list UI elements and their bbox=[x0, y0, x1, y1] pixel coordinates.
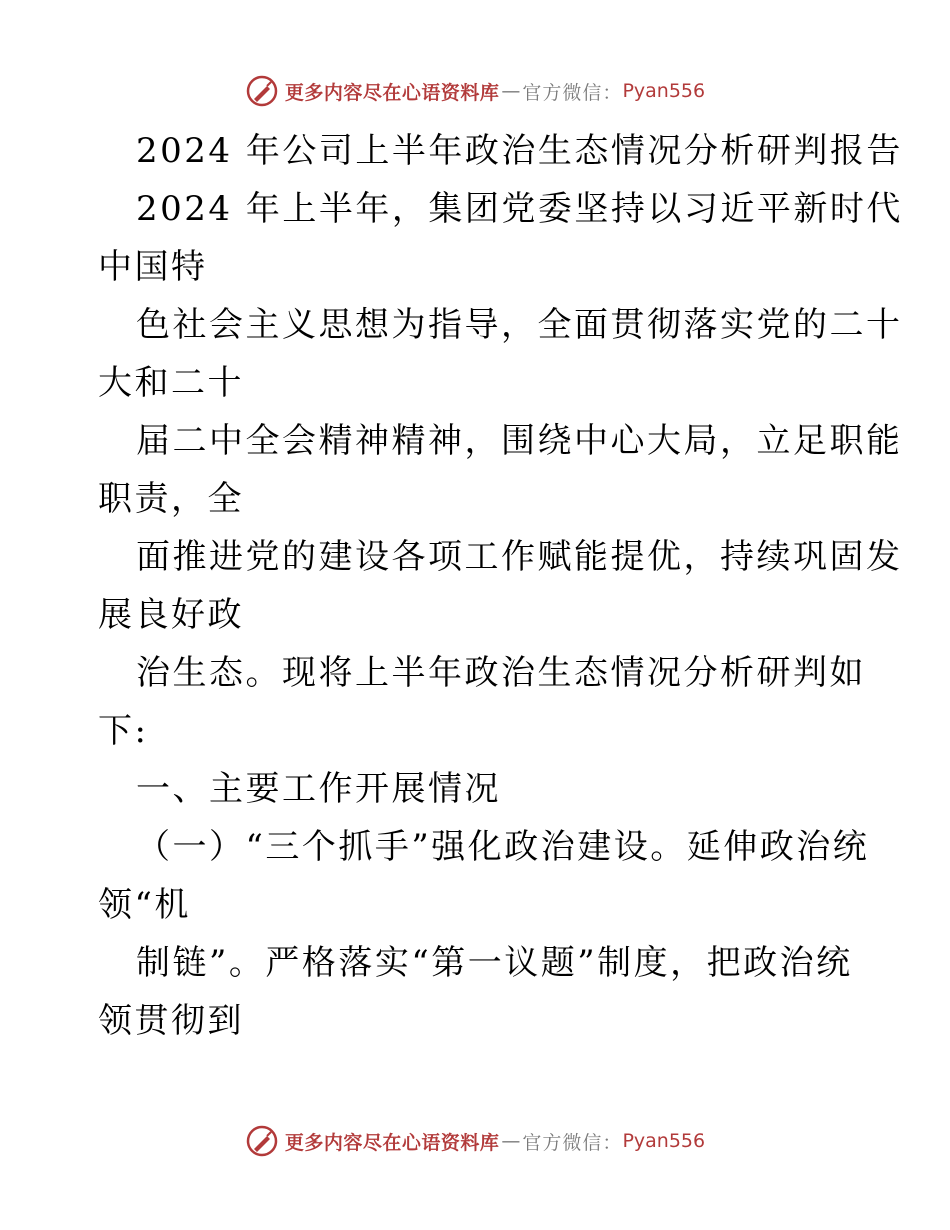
paragraph-line: 治生态。现将上半年政治生态情况分析研判如 bbox=[136, 653, 866, 693]
watermark-footer bbox=[0, 1124, 950, 1158]
paragraph-line: 展良好政 bbox=[98, 595, 244, 635]
watermark-dash: — bbox=[501, 1130, 521, 1152]
paragraph-line: 中国特 bbox=[98, 247, 208, 287]
document-title: 2024 年公司上半年政治生态情况分析研判报告 bbox=[136, 131, 903, 171]
watermark-brand: 更多内容尽在心语资料库 bbox=[284, 1131, 500, 1154]
paragraph-line: （一）“三个抓手”强化政治建设。延伸政治统 bbox=[136, 827, 870, 867]
paragraph-line: 2024 年上半年，集团党委坚持以习近平新时代 bbox=[136, 189, 903, 229]
paragraph-line: 下: bbox=[98, 711, 149, 751]
watermark-label: 官方微信： bbox=[522, 1131, 623, 1154]
watermark-brand: 更多内容尽在心语资料库 bbox=[284, 81, 500, 104]
pen-logo-icon bbox=[245, 74, 279, 108]
pen-logo-icon bbox=[245, 1124, 279, 1158]
paragraph-line: 届二中全会精神精神，围绕中心大局，立足职能 bbox=[136, 421, 903, 461]
paragraph-line: 领贯彻到 bbox=[98, 1001, 244, 1041]
watermark-header bbox=[0, 74, 950, 108]
watermark-dash: — bbox=[501, 80, 521, 102]
paragraph-line: 领“机 bbox=[98, 885, 191, 925]
section-heading: 一、主要工作开展情况 bbox=[136, 769, 501, 809]
paragraph-line: 色社会主义思想为指导，全面贯彻落实党的二十 bbox=[136, 305, 903, 345]
watermark-id: Pyan556 bbox=[622, 1130, 706, 1152]
paragraph-line: 职责，全 bbox=[98, 479, 244, 519]
paragraph-line: 大和二十 bbox=[98, 363, 244, 403]
watermark-label: 官方微信： bbox=[522, 81, 623, 104]
document-body bbox=[98, 122, 903, 1050]
watermark-id: Pyan556 bbox=[622, 80, 706, 102]
paragraph-line: 面推进党的建设各项工作赋能提优，持续巩固发 bbox=[136, 537, 903, 577]
paragraph-line: 制链”。严格落实“第一议题”制度，把政治统 bbox=[136, 943, 853, 983]
